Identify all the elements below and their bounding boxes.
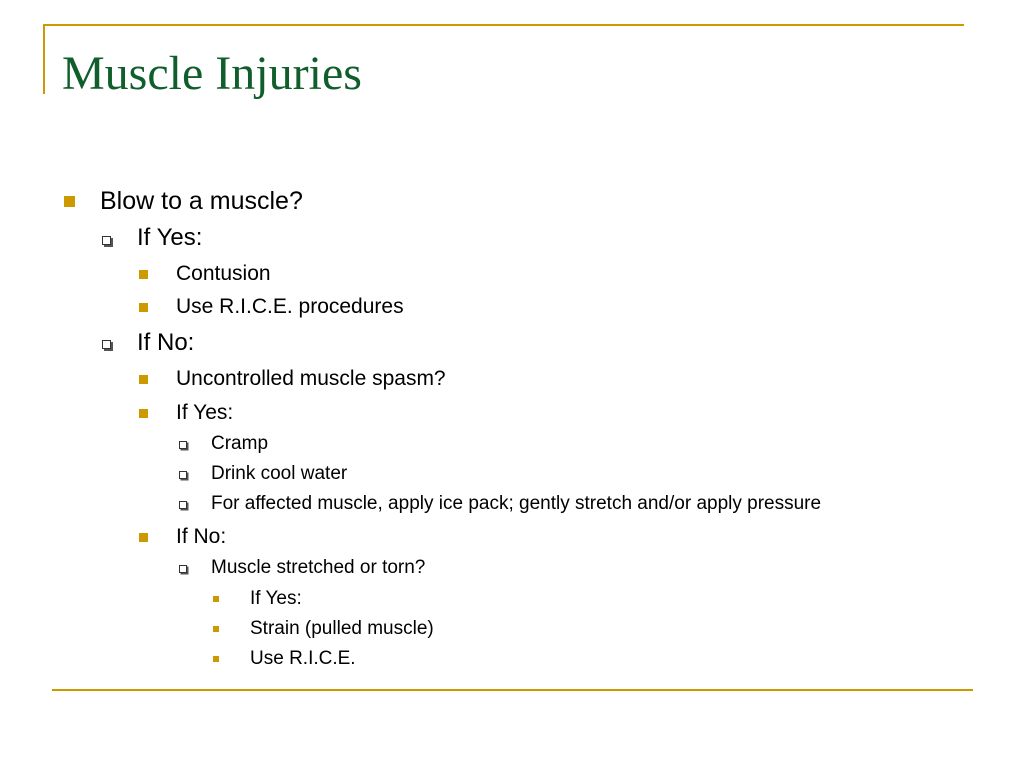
level1-bullet-icon [64, 196, 75, 207]
level3-bullet-icon [139, 409, 148, 418]
outline-text-blow: Blow to a muscle? [100, 187, 303, 215]
level4-box-bullet-icon [179, 501, 187, 509]
footer-divider-line [52, 689, 973, 691]
level4-box-bullet-icon [179, 441, 187, 449]
level5-bullet-icon [213, 656, 219, 662]
level4-box-bullet-icon [179, 471, 187, 479]
level2-box-bullet-icon [102, 236, 111, 245]
slide-title: Muscle Injuries [62, 47, 362, 100]
level3-bullet-icon [139, 375, 148, 384]
level3-bullet-icon [139, 533, 148, 542]
level4-box-bullet-icon [179, 565, 187, 573]
level3-bullet-icon [139, 270, 148, 279]
title-frame-vertical-line [43, 24, 45, 94]
title-frame-top-line [43, 24, 964, 26]
level2-box-bullet-icon [102, 340, 111, 349]
level5-bullet-icon [213, 596, 219, 602]
level5-bullet-icon [213, 626, 219, 632]
level3-bullet-icon [139, 303, 148, 312]
